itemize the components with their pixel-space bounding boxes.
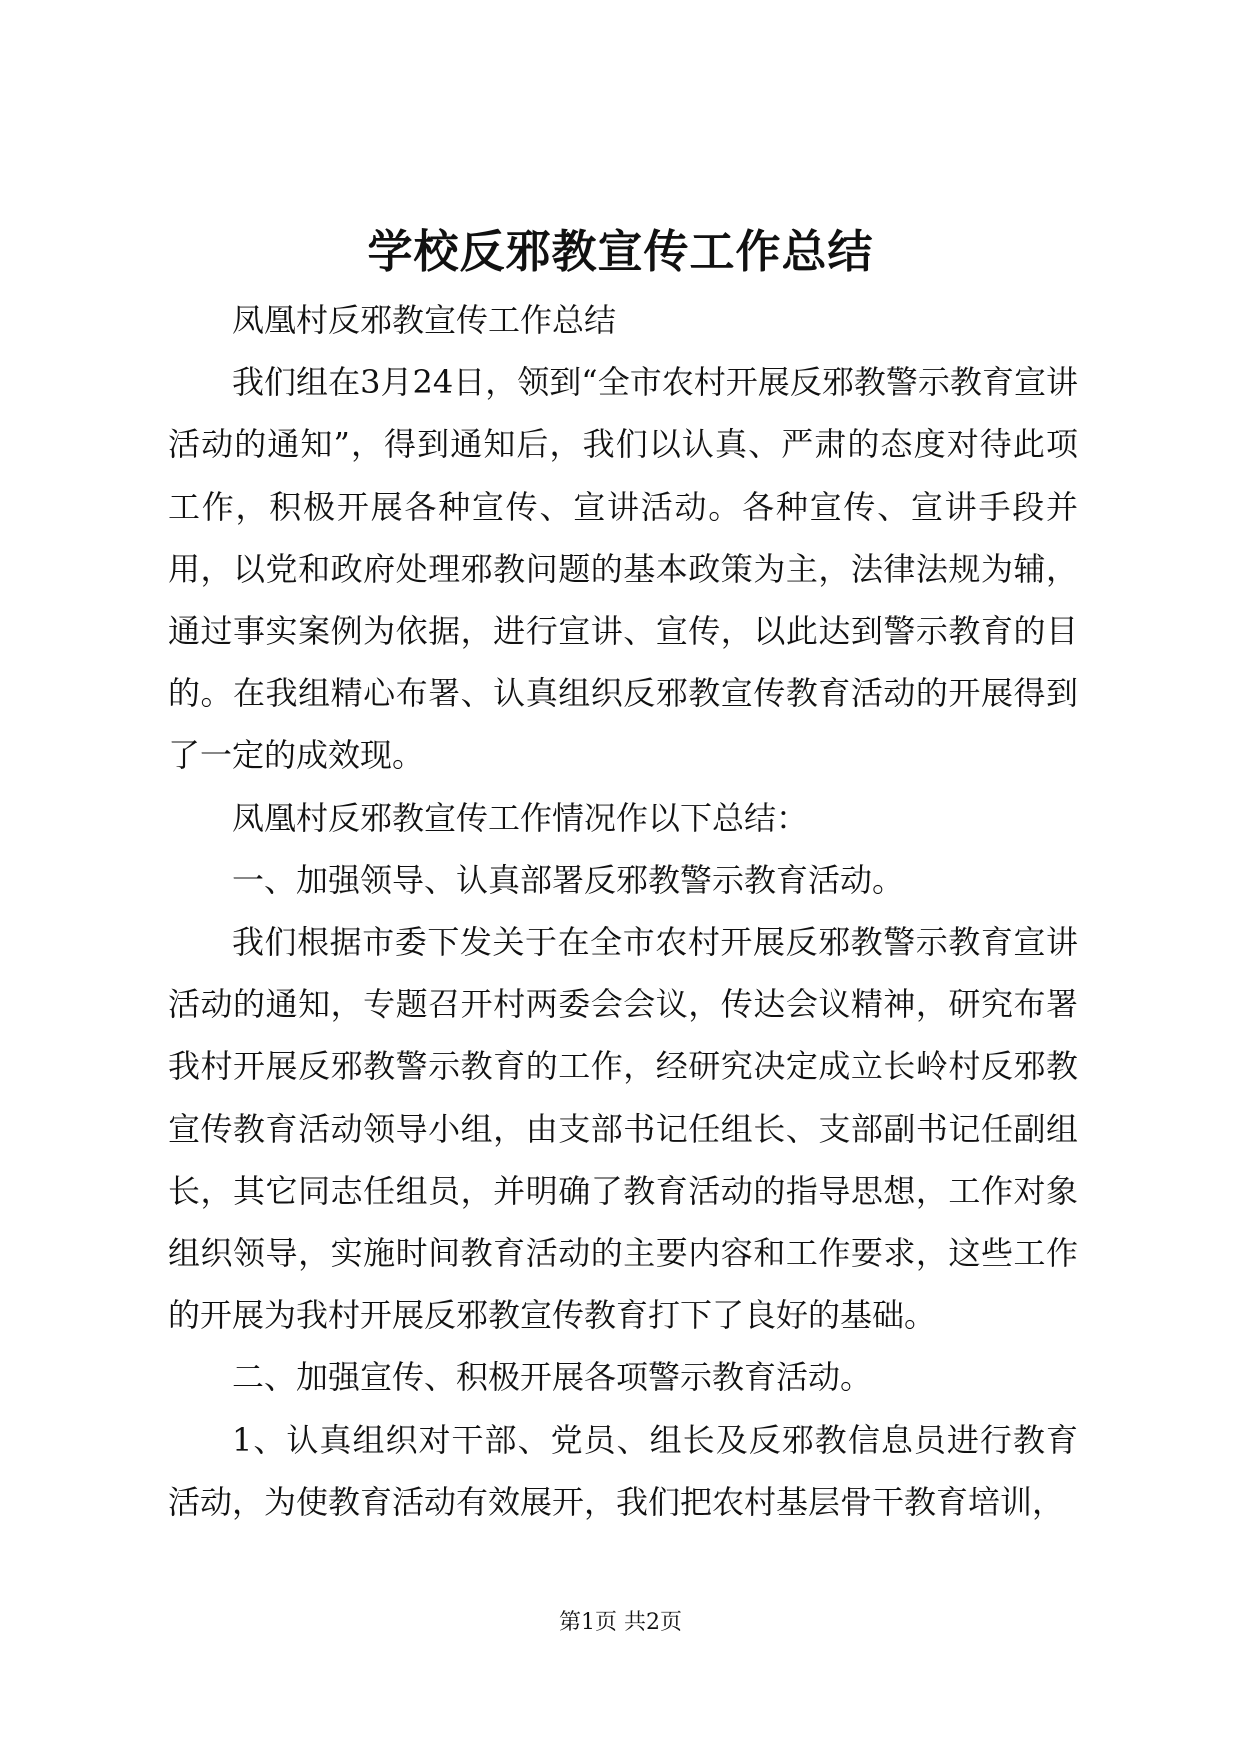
section-heading: 二、加强宣传、积极开展各项警示教育活动。 xyxy=(232,1358,873,1397)
subtitle-paragraph: 凤凰村反邪教宣传工作总结 xyxy=(232,301,617,339)
page-number-footer: 第1页 共2页 xyxy=(559,1610,682,1635)
body-paragraph: 凤凰村反邪教宣传工作情况作以下总结： xyxy=(232,798,809,837)
section-heading: 一、加强领导、认真部署反邪教警示教育活动。 xyxy=(232,860,905,899)
body-paragraph: 我们组在3月24日，领到“全市农村开展反邪教警示教育宣讲活动的通知”，得到通知后，我们以认真、严肃的态度对待此项工作，积极开展各种宣传、宣讲活动。各种宣传、宣讲手段并用，以党和政府处理邪教问题的基本政策为主，法律法规为辅，通过事实案例为依据，进行宣讲、宣传，以此达到警示教育的目的。在我组精心布署、认真组织反邪教宣传教育活动的开展得到了一定的成效现。 xyxy=(168,363,1078,775)
document-body xyxy=(168,289,1078,1533)
body-paragraph: 我们根据市委下发关于在全市农村开展反邪教警示教育宣讲活动的通知，专题召开村两委会会议，传达会议精神，研究布署我村开展反邪教警示教育的工作，经研究决定成立长岭村反邪教宣传教育活动领导小组，由支部书记任组长、支部副书记任副组长，其它同志任组员，并明确了教育活动的指导思想，工作对象组织领导，实施时间教育活动的主要内容和工作要求，这些工作的开展为我村开展反邪教宣传教育打下了良好的基础。 xyxy=(168,923,1078,1335)
body-paragraph: 1、认真组织对干部、党员、组长及反邪教信息员进行教育活动，为使教育活动有效展开，我们把农村基层骨干教育培训， xyxy=(168,1420,1078,1521)
document-title: 学校反邪教宣传工作总结 xyxy=(367,225,874,278)
